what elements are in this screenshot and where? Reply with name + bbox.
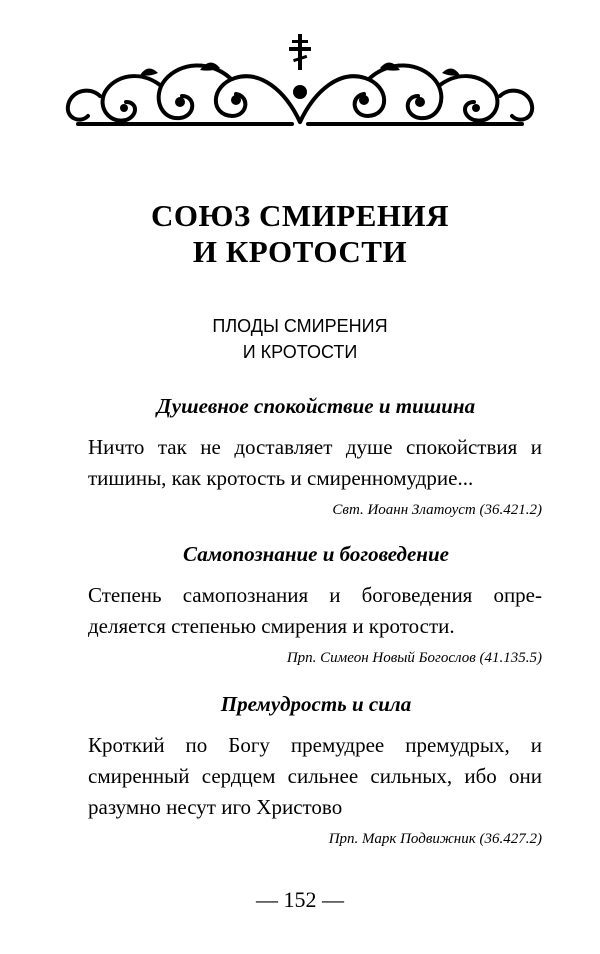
chapter-title [0, 198, 600, 270]
section-subtitle [0, 313, 600, 365]
quote-source: Прп. Марк Подвижник (36.427.2) [328, 831, 542, 847]
section-subtitle-line-1: ПЛОДЫ СМИРЕНИЯ [212, 316, 388, 336]
ornament-header [60, 30, 540, 130]
quote-entry [90, 540, 542, 670]
section-subtitle-line-2: И КРОТОСТИ [242, 342, 358, 362]
quote-source: Прп. Симеон Новый Богослов (41.135.5) [286, 650, 542, 666]
quote-heading: Душевное спокойствие и тишина [156, 394, 476, 418]
quote-text-line: тишины, как кротость и смиренномудрие... [88, 466, 474, 490]
page-number: — 152 — [256, 887, 344, 912]
quote-heading: Самопознание и боговедение [183, 542, 449, 566]
quote-text-line: Степень самопознания и боговедения опре- [88, 583, 542, 607]
quote-heading: Премудрость и сила [220, 692, 412, 716]
quote-source: Свт. Иоанн Златоуст (36.421.2) [332, 502, 542, 518]
chapter-title-line-1: СОЮЗ СМИРЕНИЯ [150, 198, 449, 233]
quote-text-line: разумно несут иго Христово [88, 795, 343, 819]
cross-icon [289, 34, 311, 70]
quote-text-line: Ничто так не доставляет душе спокойствия и [88, 435, 542, 459]
quote-entry [90, 392, 542, 522]
quote-text-line: Кроткий по Богу премудрее премудрых, и [88, 733, 542, 757]
quote-text-line: деляется степенью смирения и кротости. [88, 614, 455, 638]
quote-text [88, 580, 542, 642]
quote-entry [90, 690, 542, 851]
chapter-title-line-2: И КРОТОСТИ [192, 234, 408, 269]
quote-text [88, 730, 542, 823]
quote-text-line: смиренный сердцем сильнее сильных, ибо они [88, 764, 542, 788]
quote-text [88, 432, 542, 494]
